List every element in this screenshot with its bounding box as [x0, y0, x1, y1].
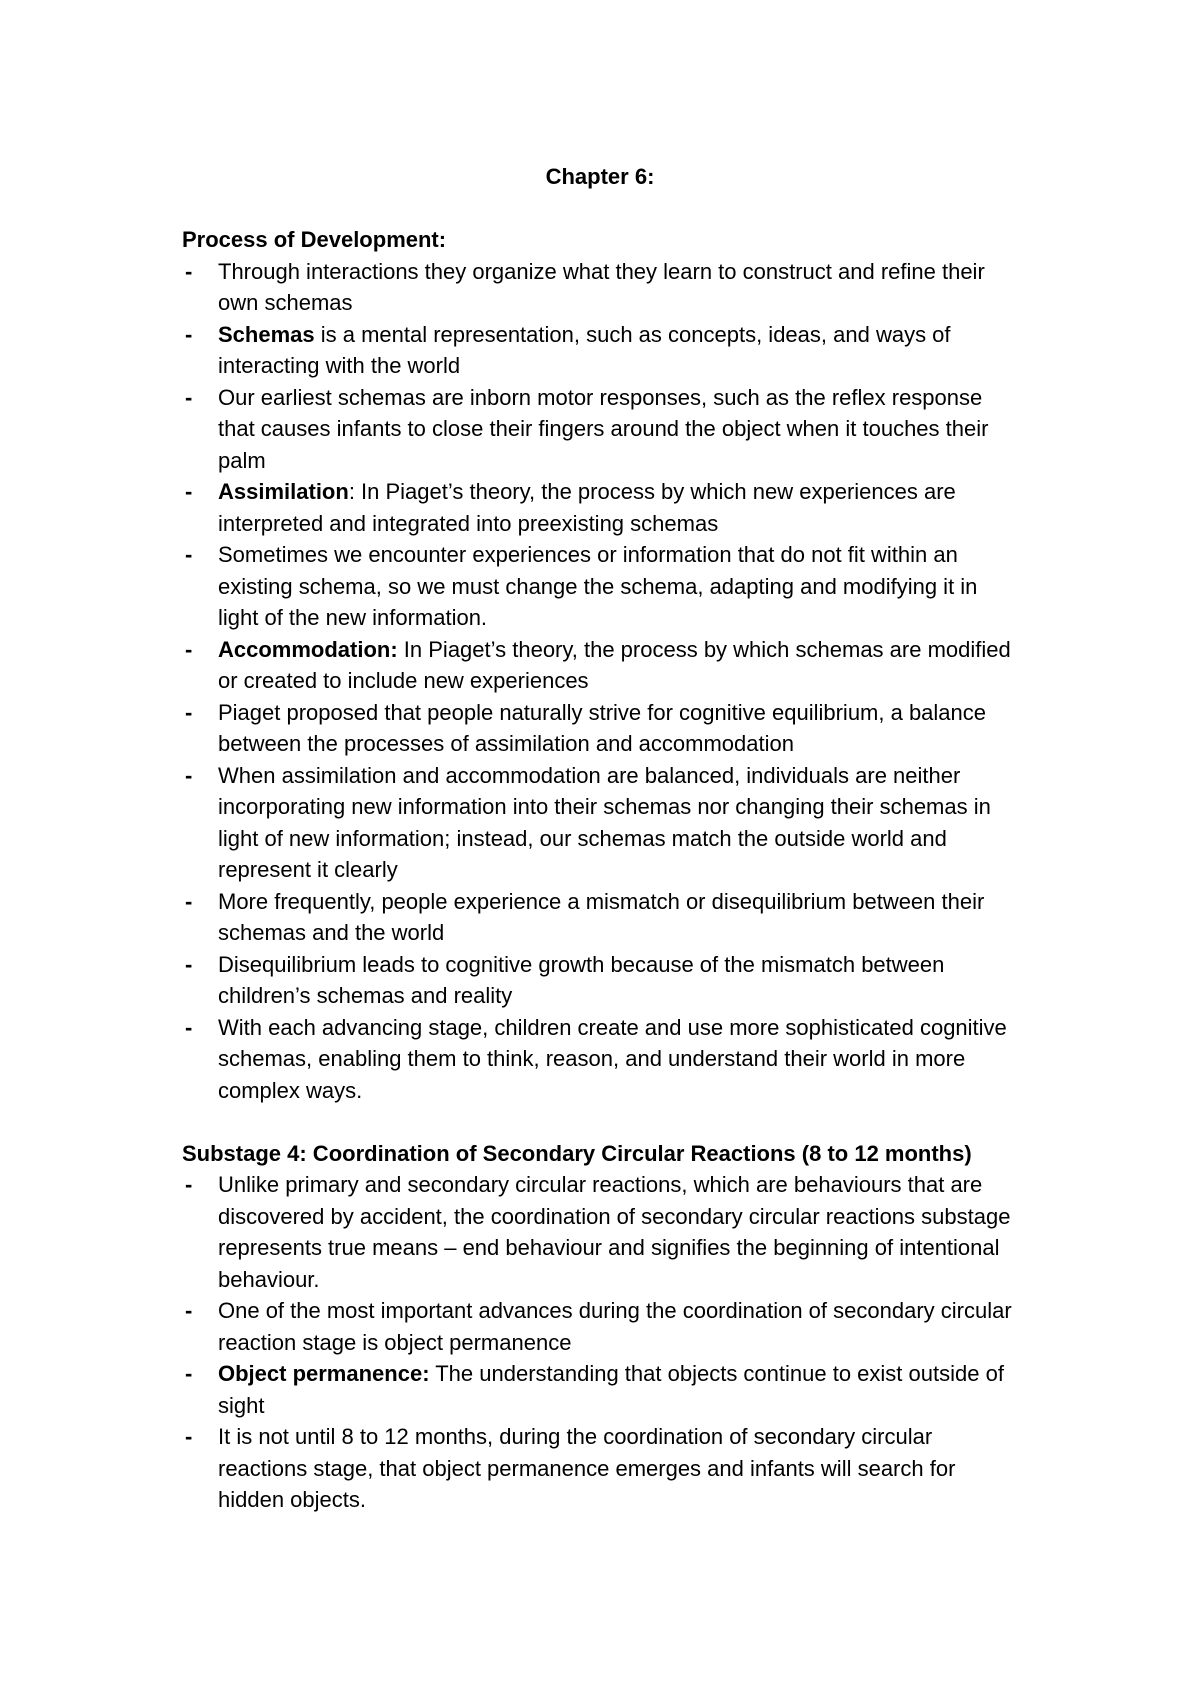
term: Object permanence:: [218, 1361, 430, 1386]
list-item: [182, 697, 1022, 760]
dash-bullet: -: [185, 1424, 193, 1449]
dash-bullet: -: [185, 951, 193, 977]
item-text: One of the most important advances during the coordination of secondary circular reaction stage is object permanence: [218, 1298, 1012, 1355]
item-text: Our earliest schemas are inborn motor responses, such as the reflex response that causes infants to close their fingers around the object when it touches their palm: [218, 384, 989, 473]
dash-bullet: -: [185, 636, 193, 662]
item-text: Disequilibrium leads to cognitive growth because of the mismatch between children’s schemas and reality: [218, 951, 945, 1008]
item-text: The understanding that objects continue to exist outside of sight: [218, 1361, 1004, 1418]
list-item: [182, 256, 1022, 319]
list-item: [182, 1421, 1022, 1516]
dash-bullet: -: [185, 542, 193, 567]
section-process-of-development: [182, 224, 1022, 1106]
dash-bullet: -: [185, 258, 193, 284]
item-text: When assimilation and accommodation are balanced, individuals are neither incorporating new information into their schemas nor changing their schemas in light of new information; instead, our schemas match the outside world and represent it clearly: [218, 762, 991, 882]
term: Accommodation:: [218, 636, 398, 662]
list-item: [182, 1358, 1022, 1421]
term: Schemas: [218, 321, 315, 347]
item-text: More frequently, people experience a mismatch or disequilibrium between their schemas and the world: [218, 888, 985, 945]
dash-bullet: -: [185, 384, 193, 410]
dash-bullet: -: [185, 1014, 193, 1040]
item-text: Sometimes we encounter experiences or information that do not fit within an existing schema, so we must change the schema, adapting and modifying it in light of the new information.: [218, 542, 978, 630]
dash-bullet: -: [185, 479, 193, 504]
dash-bullet: -: [185, 762, 193, 788]
list-item: [182, 476, 1022, 539]
list-item: [182, 949, 1022, 1012]
dash-bullet: -: [185, 1361, 193, 1386]
list-item: [182, 1169, 1022, 1295]
item-text: With each advancing stage, children create and use more sophisticated cognitive schemas, enabling them to think, reason, and understand their world in more complex ways.: [218, 1014, 1007, 1103]
item-text: Piaget proposed that people naturally strive for cognitive equilibrium, a balance between the processes of assimilation and accommodation: [218, 699, 987, 756]
document-body: [182, 224, 1022, 1516]
item-text: : In Piaget’s theory, the process by which new experiences are interpreted and integrated into preexisting schemas: [218, 479, 956, 536]
list-item: [182, 1295, 1022, 1358]
dash-bullet: -: [185, 321, 193, 347]
section-heading: Process of Development:: [182, 227, 447, 252]
list-item: [182, 382, 1022, 477]
bullet-list: [182, 1169, 1022, 1516]
item-text: In Piaget’s theory, the process by which schemas are modified or created to include new experiences: [218, 636, 1011, 693]
list-item: [182, 886, 1022, 949]
dash-bullet: -: [185, 699, 193, 725]
item-text: Through interactions they organize what they learn to construct and refine their own schemas: [218, 258, 985, 315]
list-item: [182, 634, 1022, 697]
term: Assimilation: [218, 479, 349, 504]
list-item: [182, 539, 1022, 634]
page-title: Chapter 6:: [545, 164, 655, 189]
list-item: [182, 319, 1022, 382]
list-item: [182, 1012, 1022, 1107]
section-substage-4: [182, 1138, 1022, 1516]
dash-bullet: -: [185, 1172, 193, 1197]
list-item: [182, 760, 1022, 886]
item-text: Unlike primary and secondary circular reactions, which are behaviours that are discovered by accident, the coordination of secondary circular reactions substage represents true means – end behaviour and signifies the beginning of intentional behaviour.: [218, 1172, 1011, 1292]
section-heading: Substage 4: Coordination of Secondary Circular Reactions (8 to 12 months): [182, 1140, 972, 1166]
bullet-list: [182, 256, 1022, 1107]
item-text: is a mental representation, such as concepts, ideas, and ways of interacting with the world: [218, 321, 951, 378]
item-text: It is not until 8 to 12 months, during the coordination of secondary circular reactions stage, that object permanence emerges and infants will search for hidden objects.: [218, 1424, 956, 1512]
dash-bullet: -: [185, 1298, 193, 1323]
dash-bullet: -: [185, 888, 193, 914]
